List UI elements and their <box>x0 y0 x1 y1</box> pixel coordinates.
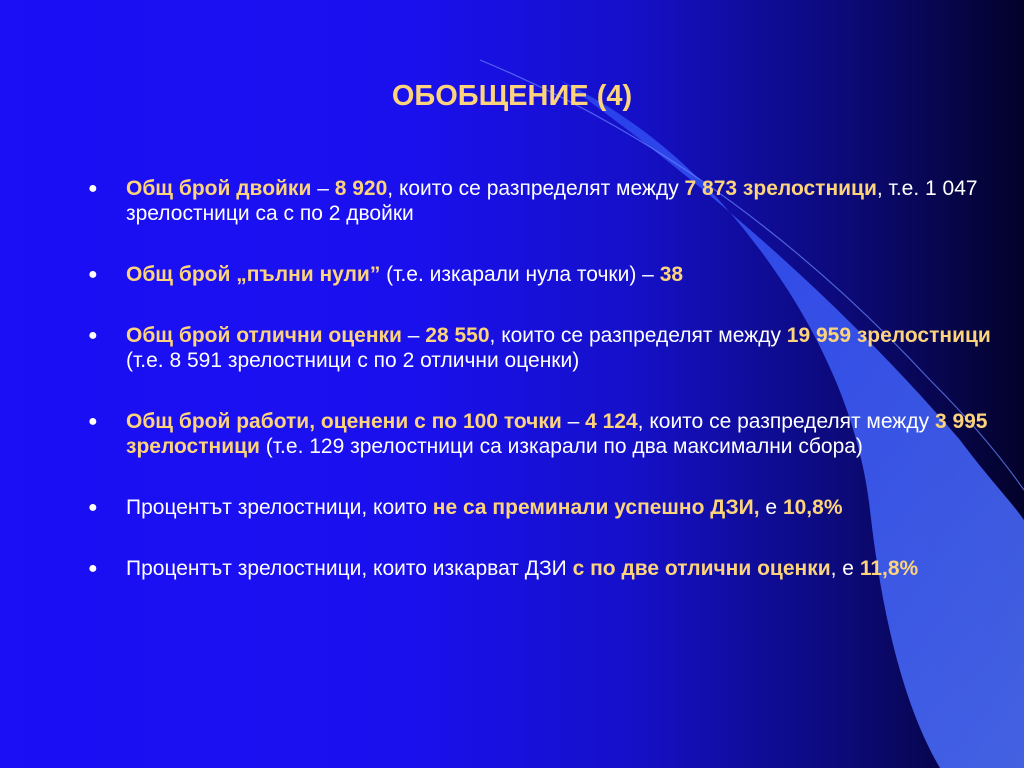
bullet-item <box>84 495 1019 520</box>
body-text: , които се разпределят между <box>637 410 935 433</box>
body-text: е <box>759 496 783 519</box>
bullet-dot-icon: ● <box>88 413 98 430</box>
slide-title: ОБОБЩЕНИЕ (4) <box>391 80 633 112</box>
bullet-item <box>84 262 1019 287</box>
highlighted-text: 7 873 зрелостници <box>684 177 877 200</box>
body-text: (т.е. 129 зрелостници са изкарали по два максимални сбора) <box>259 435 863 458</box>
bullet-list <box>84 176 1019 581</box>
body-text: – <box>311 177 335 200</box>
bullet-item <box>84 409 1019 459</box>
body-text: (т.е. 8 591 зрелостници с по 2 отлични оценки) <box>126 349 580 372</box>
bullet-item <box>84 556 1019 581</box>
highlighted-text: 10,8% <box>782 496 843 519</box>
body-text: – <box>401 324 426 347</box>
bullet-dot-icon: ● <box>88 266 98 283</box>
highlighted-text: Общ брой „пълни нули” <box>126 263 381 286</box>
bullet-dot-icon: ● <box>88 499 98 516</box>
highlighted-text: не са преминали успешно ДЗИ, <box>432 496 760 519</box>
bullet-dot-icon: ● <box>88 180 98 197</box>
body-text: , които се разпределят между <box>387 177 685 200</box>
highlighted-text: 8 920 <box>334 177 388 200</box>
highlighted-text: Общ брой работи, оценени с по 100 точки <box>126 410 562 433</box>
highlighted-text: 3 995 зрелостници <box>126 410 988 458</box>
highlighted-text: 4 124 <box>585 410 638 433</box>
bullet-item <box>84 176 1019 226</box>
body-text: (т.е. изкарали нула точки) – <box>380 263 660 286</box>
bullet-item <box>84 323 1019 373</box>
body-text: – <box>561 410 586 433</box>
highlighted-text: Общ брой двойки <box>126 177 312 200</box>
body-text: , т.е. 1 047 зрелостници са с по 2 двойки <box>126 177 978 225</box>
body-text: Процентът зрелостници, които изкарват ДЗИ <box>126 557 573 580</box>
bullet-dot-icon: ● <box>88 327 98 344</box>
highlighted-text: 28 550 <box>425 324 490 347</box>
highlighted-text: с по две отлични оценки <box>572 557 831 580</box>
body-text: , е <box>830 557 860 580</box>
highlighted-text: Общ брой отлични оценки <box>126 324 402 347</box>
highlighted-text: 11,8% <box>859 557 919 580</box>
body-text: , които се разпределят между <box>489 324 787 347</box>
highlighted-text: 19 959 зрелостници <box>786 324 991 347</box>
highlighted-text: 38 <box>659 263 684 286</box>
bullet-dot-icon: ● <box>88 560 98 577</box>
body-text: Процентът зрелостници, които <box>126 496 433 519</box>
